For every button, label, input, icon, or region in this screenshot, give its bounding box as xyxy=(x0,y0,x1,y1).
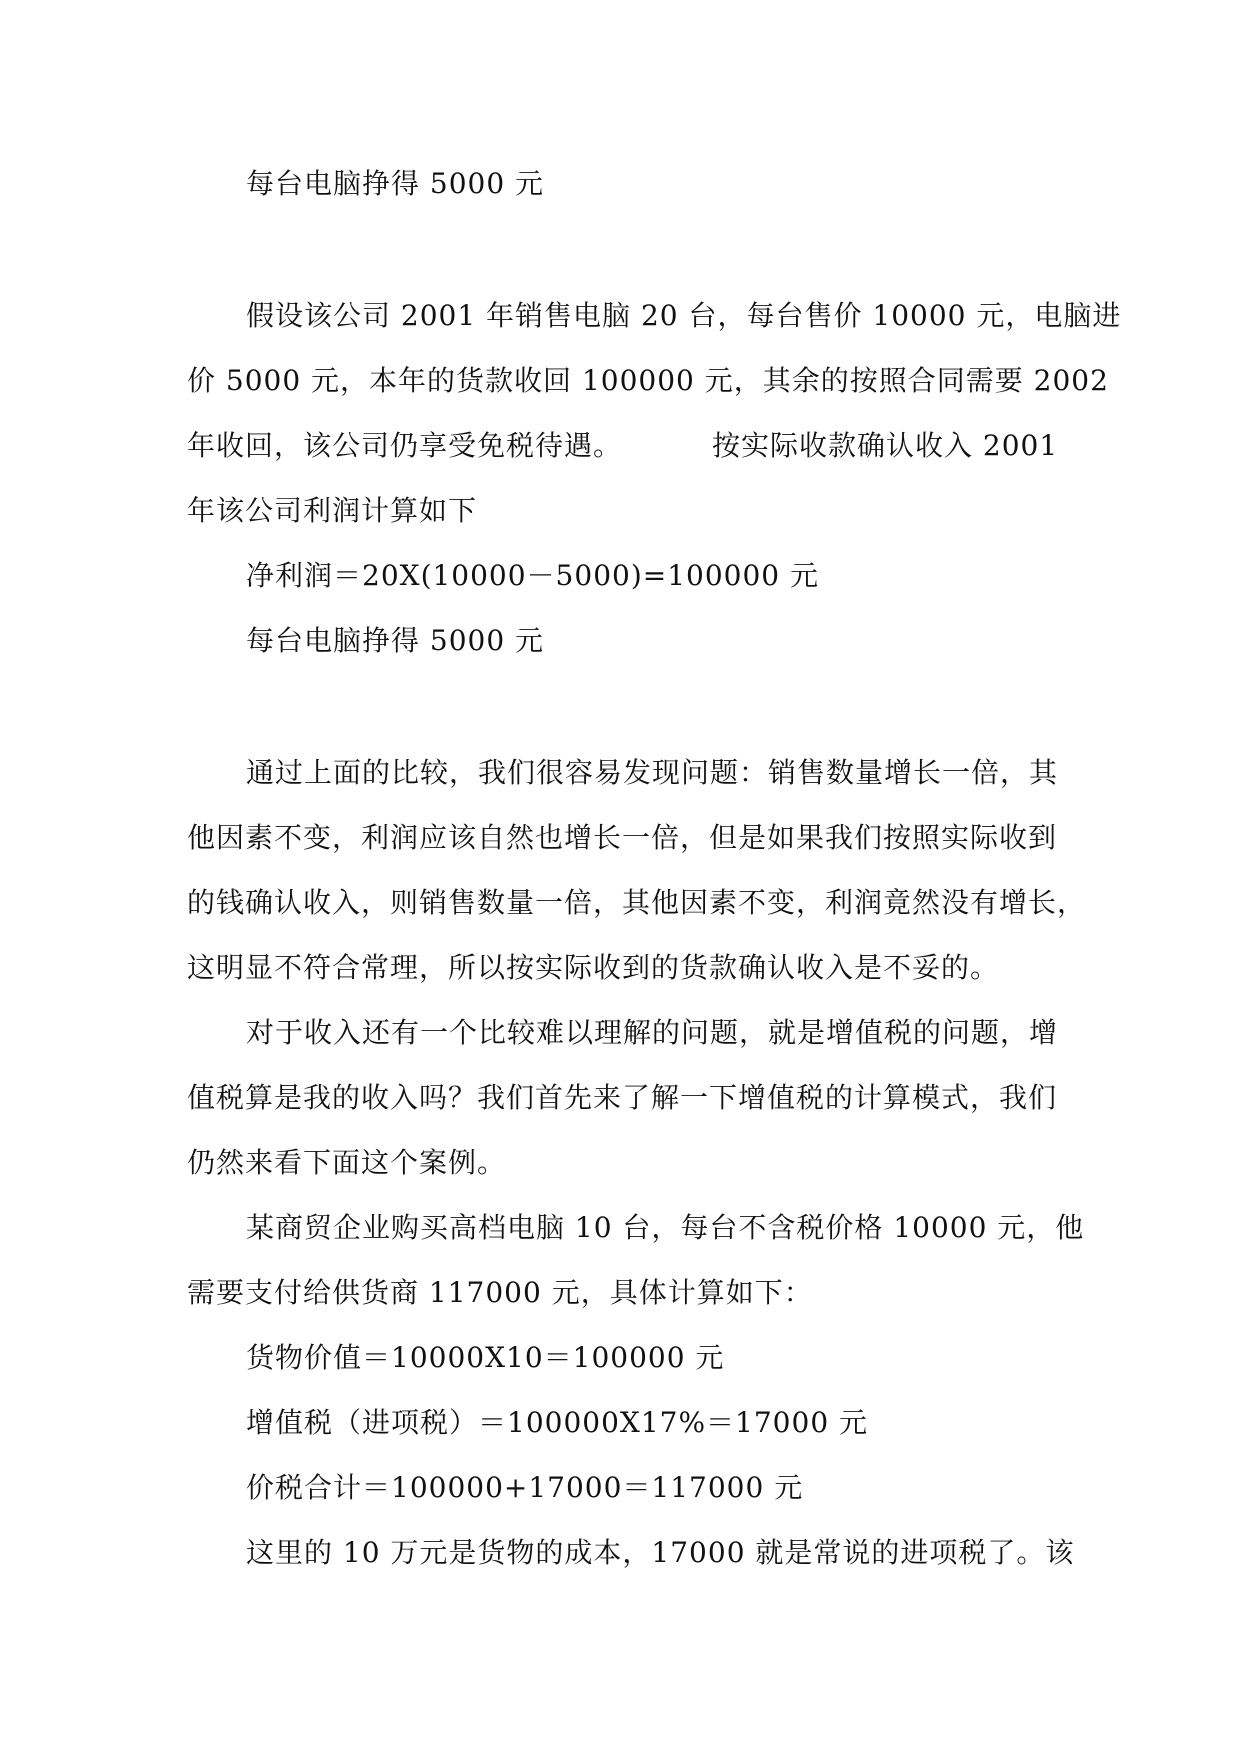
text-line: 某商贸企业购买高档电脑 10 台，每台不含税价格 10000 元，他 xyxy=(246,1211,1085,1244)
text-line: 增值税（进项税）＝100000X17%＝17000 元 xyxy=(246,1406,869,1439)
text-line: 价税合计＝100000+17000＝117000 元 xyxy=(246,1471,804,1504)
text-line: 通过上面的比较，我们很容易发现问题：销售数量增长一倍，其 xyxy=(246,756,1059,789)
text-line: 这里的 10 万元是货物的成本，17000 就是常说的进项税了。该 xyxy=(246,1536,1075,1569)
text-line: 价 5000 元，本年的货款收回 100000 元，其余的按照合同需要 2002 xyxy=(187,364,1109,397)
text-line: 对于收入还有一个比较难以理解的问题，就是增值税的问题，增 xyxy=(246,1016,1059,1049)
text-line: 按实际收款确认收入 2001 xyxy=(712,429,1059,462)
text-line: 他因素不变，利润应该自然也增长一倍，但是如果我们按照实际收到 xyxy=(187,821,1058,854)
text-line: 每台电脑挣得 5000 元 xyxy=(246,624,545,657)
text-line: 净利润＝20X(10000－5000)=100000 元 xyxy=(246,559,819,592)
text-line: 假设该公司 2001 年销售电脑 20 台，每台售价 10000 元，电脑进 xyxy=(246,299,1122,332)
text-line: 年该公司利润计算如下 xyxy=(187,494,478,527)
text-line: 年收回，该公司仍享受免税待遇。 xyxy=(187,429,623,462)
text-line: 仍然来看下面这个案例。 xyxy=(187,1146,507,1179)
text-line: 每台电脑挣得 5000 元 xyxy=(246,167,545,200)
text-line: 这明显不符合常理，所以按实际收到的货款确认收入是不妥的。 xyxy=(187,951,1000,984)
text-line: 值税算是我的收入吗？我们首先来了解一下增值税的计算模式，我们 xyxy=(187,1081,1058,1114)
text-line: 货物价值＝10000X10＝100000 元 xyxy=(246,1341,725,1374)
text-line: 需要支付给供货商 117000 元，具体计算如下： xyxy=(187,1276,813,1309)
text-line: 的钱确认收入，则销售数量一倍，其他因素不变，利润竟然没有增长， xyxy=(187,886,1087,919)
